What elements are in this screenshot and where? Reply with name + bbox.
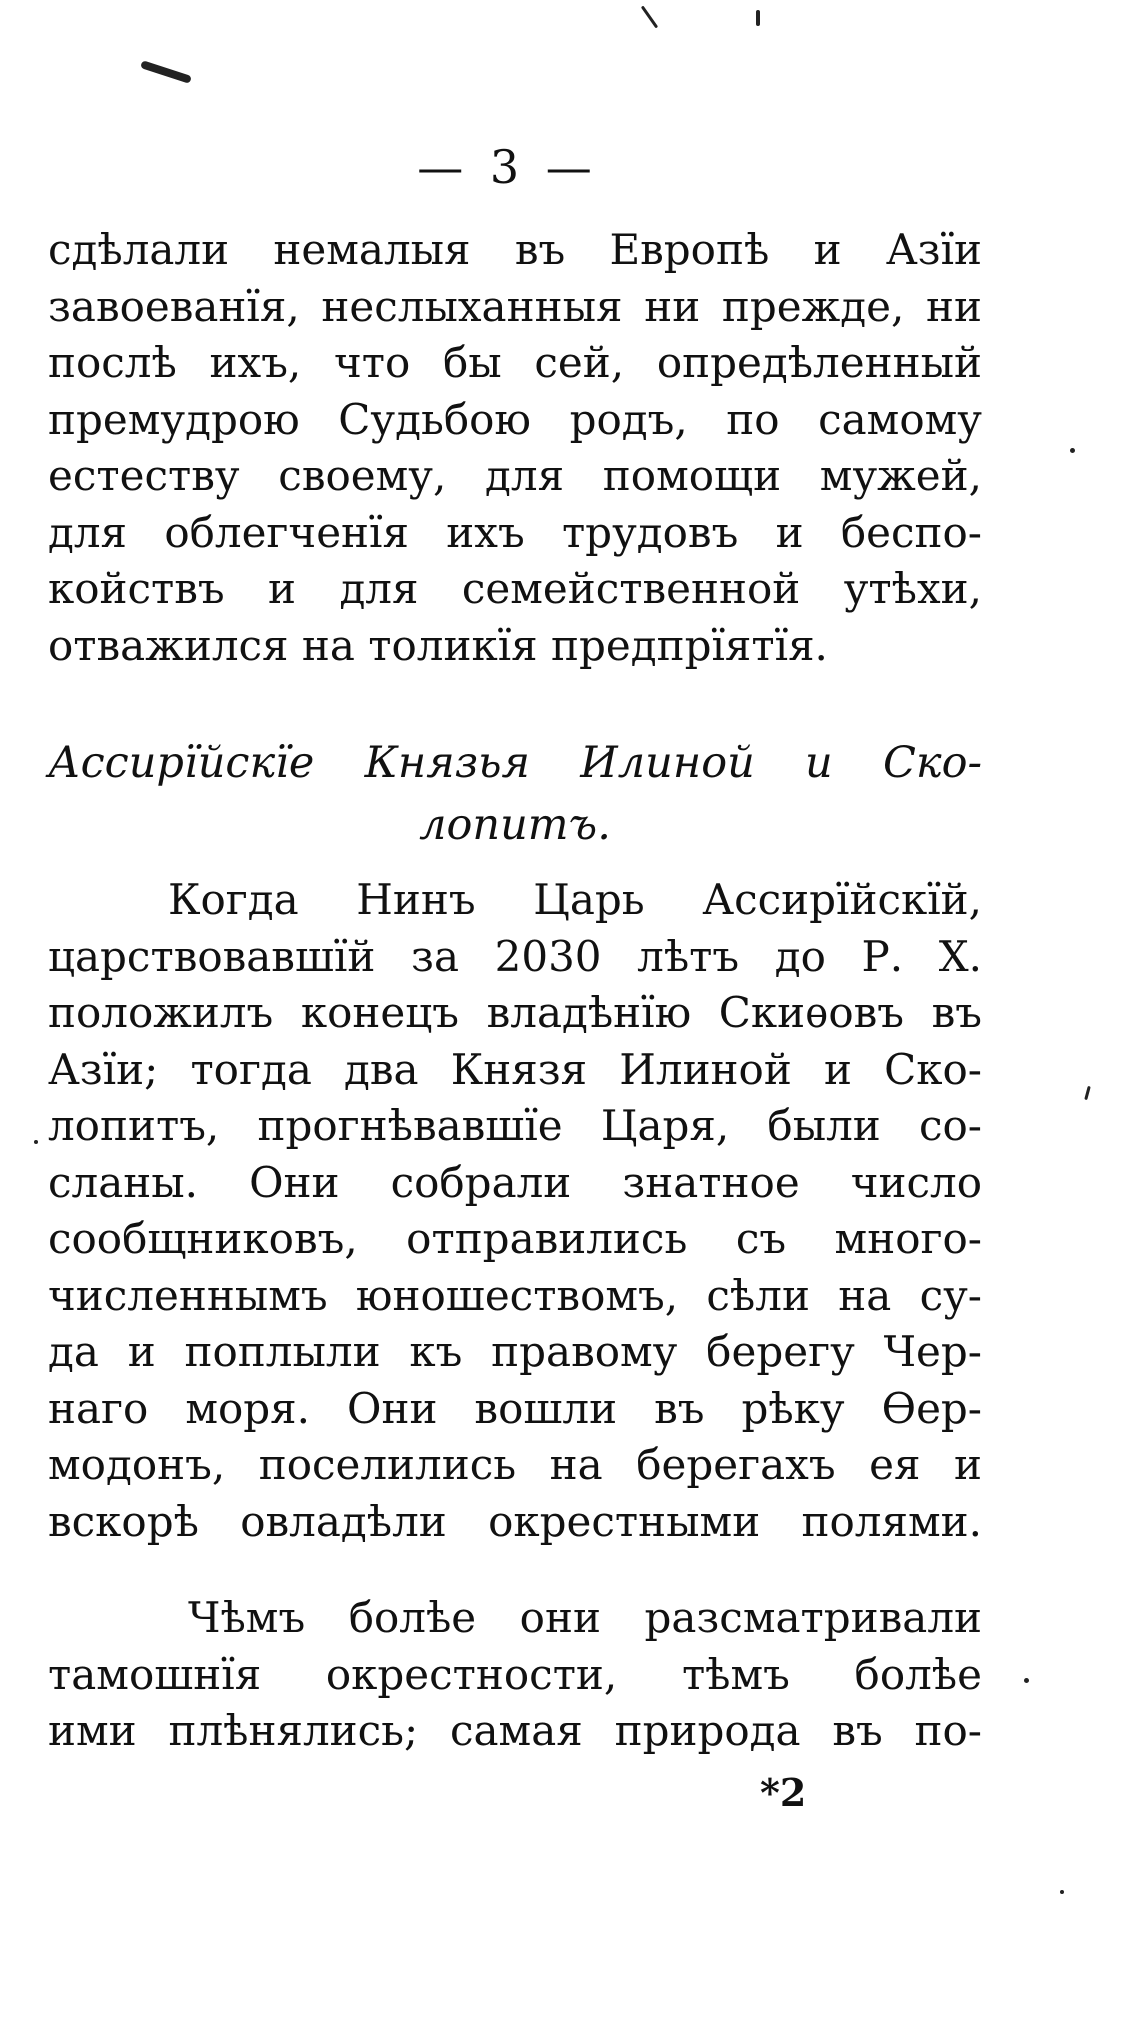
text-line: койствъ и для семейственной утѣхи, — [48, 564, 982, 613]
paragraph-three — [48, 1590, 982, 1760]
paragraph-one — [48, 222, 982, 674]
page-number: — 3 — — [417, 140, 598, 194]
text-line: Азїи; тогда два Князя Илиной и Ско- — [48, 1044, 982, 1094]
scan-speck — [1084, 1086, 1091, 1100]
text-line: сланы. Они собрали знатное число — [48, 1157, 982, 1207]
text-line: послѣ ихъ, что бы сей, опредѣленный — [48, 338, 982, 387]
scan-speck — [641, 5, 658, 28]
text-line: сообщниковъ, отправились съ много- — [48, 1214, 982, 1263]
text-line: тамошнїя окрестности, тѣмъ болѣе — [48, 1649, 982, 1699]
text-line: вскорѣ овладѣли окрестными полями. — [48, 1496, 982, 1546]
text-line: Когда Нинъ Царь Ассирїйскїй, — [168, 875, 982, 924]
text-line: премудрою Судьбою родъ, по самому — [48, 394, 982, 444]
text-line: отважился на толикїя предпрїятїя. — [48, 620, 828, 670]
text-line: ими плѣнялись; самая природа въ по- — [48, 1706, 982, 1755]
text-line: сдѣлали немалыя въ Европѣ и Азїи — [48, 225, 982, 274]
scan-speck — [1024, 1678, 1029, 1683]
text-line: да и поплыли къ правому берегу Чер- — [48, 1327, 982, 1376]
text-line: положилъ конецъ владѣнїю Скиѳовъ въ — [48, 988, 982, 1037]
section-heading — [48, 732, 982, 856]
text-line: модонъ, поселились на берегахъ ея и — [48, 1440, 982, 1489]
scan-speck — [1070, 448, 1075, 453]
scan-speck — [34, 1140, 38, 1144]
text-line: естеству своему, для помощи мужей, — [48, 451, 982, 500]
text-line: завоеванїя, неслыханныя ни прежде, ни — [48, 281, 982, 331]
scan-speck — [1060, 1890, 1064, 1894]
text-line: для облегченїя ихъ трудовъ и беспо- — [48, 507, 982, 557]
heading-line: Ассирїйскїе Князья Илиной и Ско- — [48, 738, 982, 788]
text-line: лопитъ, прогнѣвавшїе Царя, были со- — [48, 1101, 982, 1150]
scan-speck — [140, 60, 192, 84]
paragraph-two — [48, 872, 982, 1550]
text-line: численнымъ юношествомъ, сѣли на су- — [48, 1270, 982, 1320]
text-line: царствовавшїй за 2030 лѣтъ до Р. Х. — [48, 931, 982, 981]
text-line: наго моря. Они вошли въ рѣку Ѳер- — [48, 1383, 982, 1433]
heading-line: лопитъ. — [419, 800, 611, 850]
text-line: Чѣмъ болѣе они разсматривали — [188, 1593, 982, 1642]
scan-speck — [756, 10, 760, 26]
signature-mark: *2 — [760, 1770, 807, 1815]
